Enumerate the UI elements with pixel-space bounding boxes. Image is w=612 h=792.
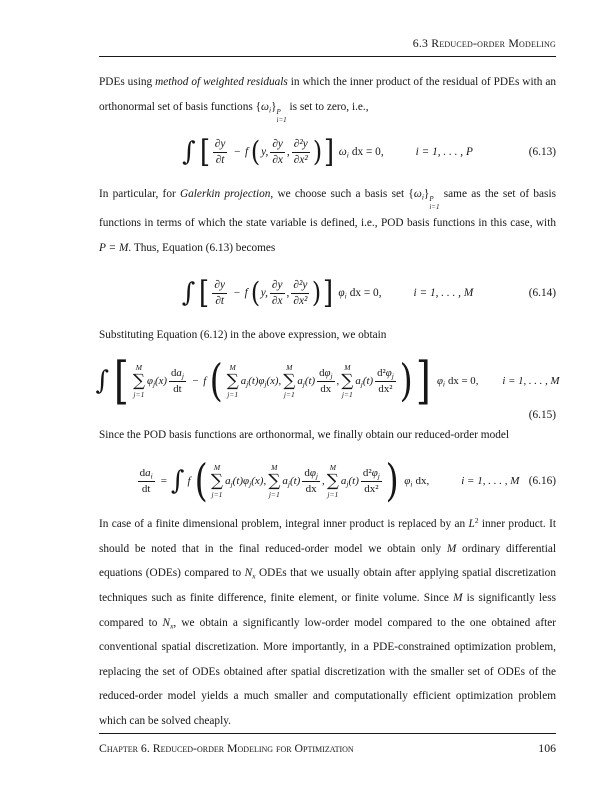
paragraph-3: [99, 323, 556, 348]
equation-6-15: [95, 351, 560, 411]
paragraph-text: ordinary differential equations (ODEs) compared to: [99, 542, 556, 580]
term-aj-t: $a_j(t)$: [355, 374, 374, 389]
minus-sign: −: [233, 146, 242, 159]
inline-math-Nx: $N_x$: [162, 616, 174, 631]
minus-sign: −: [233, 287, 241, 300]
integral-sign: ∫: [181, 278, 196, 309]
paragraph-text: same as the set of basis functions in terms of which the state variable is defined, i.e., POD basis functions in this case, with: [99, 188, 556, 230]
weight-phi-i: $\varphi_i$: [338, 286, 347, 301]
weight-phi-i: $\varphi_i$: [436, 374, 446, 389]
paragraph-1: [99, 70, 556, 124]
fraction-d2phi-dx2: $\frac{d^2\varphi_j}{\text{dx²}}$: [377, 366, 394, 395]
fraction-d2phi-dx2: $\frac{d^2\varphi_j}{\text{dx²}}$: [362, 466, 380, 495]
fraction-d2y-dx2: $\frac{\text{∂²y}}{\text{∂x²}}$: [293, 137, 308, 166]
summation-sign: M ∑ j=1: [226, 363, 239, 399]
weight-omega-i: $\omega_i$: [338, 145, 349, 160]
fraction-da-dt: $\frac{da_i}{dt}$: [139, 466, 153, 495]
minus-sign: −: [191, 375, 200, 388]
function-f: f: [245, 146, 249, 159]
condition: i = 1, . . . , M: [413, 287, 474, 300]
paragraph-text: In particular, for: [99, 188, 180, 201]
page-content: [95, 0, 560, 734]
term-phi-j-x: $\varphi_j(x)$: [146, 374, 168, 389]
page-number: 106: [538, 741, 556, 755]
term-aj-t: $a_j(t)$: [282, 474, 301, 489]
paragraph-text: , we obtain a significantly low-order model compared to the one obtained after conventional spatial discretization. More importantly, in a PDE-constrained optimization problem, replacing the set of ODEs obtained after spatial discretization with the smaller set of ODEs of the reduced-order model yields a much smaller and computationally efficient optimization problem which can be solved cheaply.: [99, 616, 556, 727]
equation-tag-6-15: (6.15): [528, 409, 556, 422]
integral-sign: ∫: [170, 466, 185, 497]
dx-comma: dx,: [415, 475, 430, 488]
condition: i = 1, . . . , M: [461, 475, 520, 488]
integral-sign: ∫: [95, 366, 110, 397]
weight-phi-i: $\varphi_i$: [404, 474, 413, 489]
inline-math-M: M: [446, 542, 457, 555]
emphasis-galerkin-projection: Galerkin projection: [179, 188, 271, 201]
equation-tag-6-14: (6.14): [528, 287, 556, 300]
paragraph-text: is set to zero, i.e.,: [286, 101, 369, 113]
condition: i = 1, . . . , P: [415, 146, 473, 159]
function-f: f: [187, 475, 191, 488]
summation-sign: M ∑ j=1: [341, 363, 354, 399]
emphasis-method-of-weighted-residuals: method of weighted residuals: [155, 76, 288, 88]
footer-chapter-title: Chapter 6. Reduced-order Modeling for Optimization: [99, 741, 354, 755]
paragraph-text: ODEs that we usually obtain after applying spatial discretization techniques such as finite difference, finite element, or finite volume. Since: [99, 567, 556, 604]
paragraph-2: [99, 182, 556, 261]
inline-math-P-equals-M: P = M: [99, 242, 129, 255]
dx-equals-zero: dx = 0,: [349, 287, 382, 300]
variable-y: y,: [260, 287, 268, 300]
function-f: f: [203, 375, 207, 388]
summation-sign: M ∑ j=1: [210, 463, 224, 499]
fraction-dy-dt: $\frac{\partial y}{\partial t}$: [214, 137, 226, 166]
paragraph-text: Since the POD basis functions are orthonormal, we finally obtain our reduced-order model: [99, 429, 510, 442]
page-footer: [99, 733, 556, 756]
integral-sign: ∫: [182, 137, 196, 168]
inline-math-Nx: $N_x$: [244, 567, 256, 581]
right-paren: ): [385, 455, 399, 507]
page-header: [99, 0, 556, 57]
equation-tag-6-16: (6.16): [528, 475, 556, 488]
left-paren: (: [250, 134, 261, 168]
paragraph-5: [99, 512, 556, 733]
fraction-d2y-dx2: $\frac{\text{∂²y}}{\text{∂x²}}$: [293, 278, 308, 307]
left-paren: (: [194, 455, 208, 507]
right-paren: ): [312, 134, 322, 168]
left-bracket: [: [199, 133, 210, 170]
paragraph-4: [99, 423, 556, 448]
paragraph-text: is significantly less compared to: [99, 591, 556, 629]
summation-sign: M ∑ j=1: [268, 463, 281, 499]
set-limits: P i=1: [276, 108, 287, 125]
paragraph-text: inner product. It should be noted that in the final reduced-order model we obtain only: [99, 518, 556, 555]
left-bracket: [: [199, 274, 210, 311]
function-f: f: [244, 287, 248, 300]
comma: ,: [286, 146, 290, 159]
fraction-dphi-dx: $\frac{d\varphi_j}{dx}$: [319, 366, 333, 395]
left-bracket: [: [113, 351, 129, 411]
right-bracket: ]: [323, 133, 334, 170]
dx-equals-zero: dx = 0,: [351, 146, 384, 159]
inline-math-L2: $L^2$: [468, 516, 479, 531]
term-aj-phij: $a_j(t)\varphi_j(x)$,: [240, 374, 282, 389]
right-bracket: ]: [416, 351, 432, 411]
left-paren: (: [209, 355, 223, 407]
fraction-dy-dx: $\frac{\partial y}{\partial x}$: [271, 278, 283, 307]
paragraph-text: , we choose such a basis set: [270, 188, 409, 201]
dx-equals-zero: dx = 0,: [448, 375, 479, 388]
paragraph-text: in which the inner product of the residual of PDEs with an orthonormal set of basis functions: [99, 76, 556, 113]
equals-sign: =: [160, 475, 167, 488]
summation-sign: M ∑ j=1: [326, 463, 339, 499]
paragraph-text: . Thus, Equation (6.13) becomes: [128, 242, 276, 255]
paragraph-text: PDEs using: [99, 76, 156, 88]
fraction-dy-dt: $\frac{\partial y}{\partial t}$: [214, 278, 225, 307]
paragraph-text: In case of a finite dimensional problem, integral inner product is replaced by an: [99, 518, 469, 531]
left-paren: (: [250, 275, 260, 309]
fraction-da-dt: $\frac{da_j}{dt}$: [171, 366, 184, 395]
basis-set-notation: $\{\omega_i\}$ P i=1: [408, 188, 440, 212]
comma: ,: [286, 287, 290, 300]
comma: ,: [322, 475, 325, 488]
set-limits: P i=1: [429, 195, 440, 212]
inline-math-M: M: [453, 591, 463, 604]
term-aj-phij: $a_j(t)\varphi_j(x)$,: [225, 474, 267, 489]
right-paren: ): [399, 355, 413, 407]
equation-6-13: [99, 128, 556, 176]
equation-6-14: [99, 269, 556, 317]
variable-y: y,: [261, 146, 269, 159]
right-bracket: ]: [323, 274, 334, 311]
summation-sign: M ∑ j=1: [283, 363, 296, 399]
equation-6-16: [99, 454, 556, 508]
paragraph-text: Substituting Equation (6.12) in the above expression, we obtain: [99, 329, 387, 342]
term-aj-t: $a_j(t)$: [340, 474, 359, 489]
comma: ,: [336, 375, 340, 388]
fraction-dphi-dx: $\frac{d\varphi_j}{dx}$: [304, 466, 319, 495]
condition: i = 1, . . . , M: [502, 375, 560, 388]
section-header: 6.3 Reduced-order Modeling: [412, 36, 556, 50]
equation-tag-6-13: (6.13): [528, 146, 556, 159]
basis-set-notation: $\{\omega_i\}$ P i=1: [255, 101, 287, 125]
summation-sign: M ∑ j=1: [132, 363, 145, 399]
right-paren: ): [312, 275, 322, 309]
term-aj-t: $a_j(t)$: [297, 374, 316, 389]
equation-tag-line: [99, 408, 556, 423]
fraction-dy-dx: $\frac{\partial y}{\partial x}$: [272, 137, 283, 166]
